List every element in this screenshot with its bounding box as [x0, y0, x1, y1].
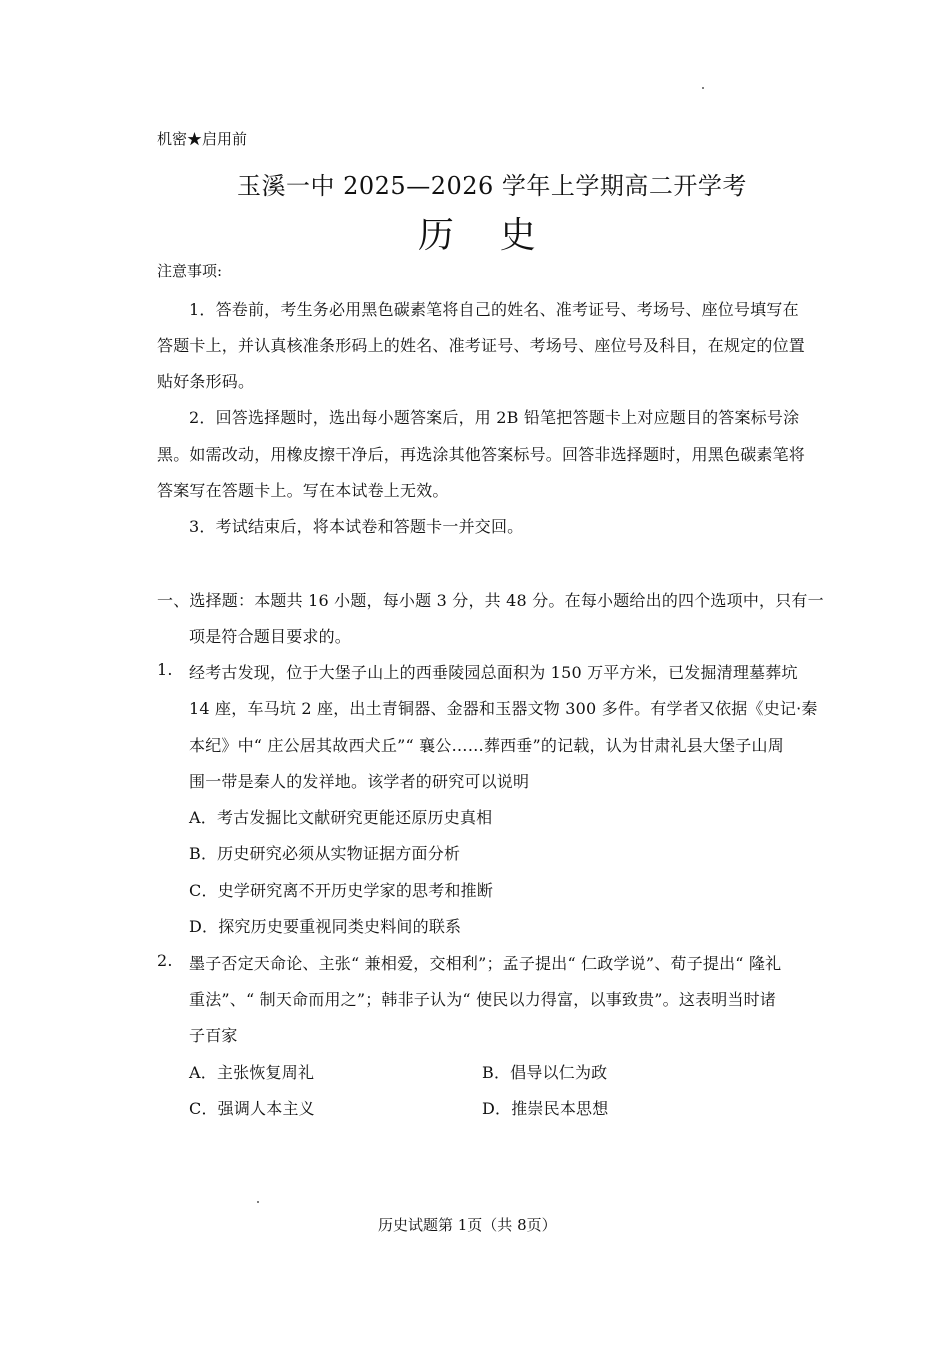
exam-title: 玉溪一中 2025—2026 学年上学期高二开学考 [237, 172, 747, 200]
question-1-option-a: A．考古发掘比文献研究更能还原历史真相 [189, 808, 493, 827]
question-2-stem-line-1: 墨子否定天命论、主张“ 兼相爱，交相利”；孟子提出“ 仁政学说”、荀子提出“ 隆礼 [189, 954, 782, 973]
question-1-number: 1. [157, 660, 173, 679]
scan-dot [702, 87, 704, 89]
question-2-stem-line-3: 子百家 [189, 1026, 238, 1045]
page-footer: 历史试题第 1页（共 8页） [378, 1216, 557, 1234]
question-1-option-c: C．史学研究离不开历史学家的思考和推断 [189, 881, 494, 900]
question-1-stem-line-3: 本纪》中“ 庄公居其故西犬丘”“ 襄公……葬西垂”的记载，认为甘肃礼县大堡子山周 [189, 736, 784, 755]
question-1-stem-line-1: 经考古发现，位于大堡子山上的西垂陵园总面积为 150 万平方米，已发掘清理墓葬坑 [189, 663, 798, 682]
subject-title: 历 史 [418, 215, 536, 256]
question-2-stem-line-2: 重法”、“ 制天命而用之”；韩非子认为“ 使民以力得富，以事致贵”。这表明当时诸 [189, 990, 777, 1009]
question-2-option-b: B．倡导以仁为政 [482, 1063, 608, 1082]
question-1-stem-line-4: 围一带是秦人的发祥地。该学者的研究可以说明 [189, 772, 530, 791]
notice-item-2-line-1: 2．回答选择题时，选出每小题答案后，用 2B 铅笔把答题卡上对应题目的答案标号涂 [189, 408, 800, 427]
notice-item-1-line-2: 答题卡上，并认真核准条形码上的姓名、准考证号、考场号、座位号及科目，在规定的位置 [157, 336, 806, 355]
question-1-option-d: D．探究历史要重视同类史料间的联系 [189, 917, 462, 936]
notice-item-1-line-3: 贴好条形码。 [157, 372, 255, 391]
question-2-option-d: D．推崇民本思想 [482, 1099, 609, 1118]
question-2-option-a: A．主张恢复周礼 [189, 1063, 315, 1082]
section-1-heading: 一、选择题：本题共 16 小题，每小题 3 分，共 48 分。在每小题给出的四个选项中，只有一 [157, 591, 824, 610]
scan-dot [257, 1201, 259, 1203]
question-2-number: 2. [157, 951, 173, 970]
notice-item-3-line-1: 3．考试结束后，将本试卷和答题卡一并交回。 [189, 517, 524, 536]
section-1-heading-line-2: 项是符合题目要求的。 [189, 627, 352, 646]
confidential-label: 机密★启用前 [157, 130, 248, 148]
question-2-option-c: C．强调人本主义 [189, 1099, 315, 1118]
question-1-option-b: B．历史研究必须从实物证据方面分析 [189, 844, 461, 863]
notice-item-2-line-3: 答案写在答题卡上。写在本试卷上无效。 [157, 481, 449, 500]
question-1-stem-line-2: 14 座，车马坑 2 座，出土青铜器、金器和玉器文物 300 多件。有学者又依据《史记·秦 [189, 699, 818, 718]
notice-item-2-line-2: 黑。如需改动，用橡皮擦干净后，再选涂其他答案标号。回答非选择题时，用黑色碳素笔将 [157, 445, 806, 464]
notice-item-1-line-1: 1．答卷前，考生务必用黑色碳素笔将自己的姓名、准考证号、考场号、座位号填写在 [189, 300, 799, 319]
notice-title: 注意事项: [157, 262, 223, 280]
